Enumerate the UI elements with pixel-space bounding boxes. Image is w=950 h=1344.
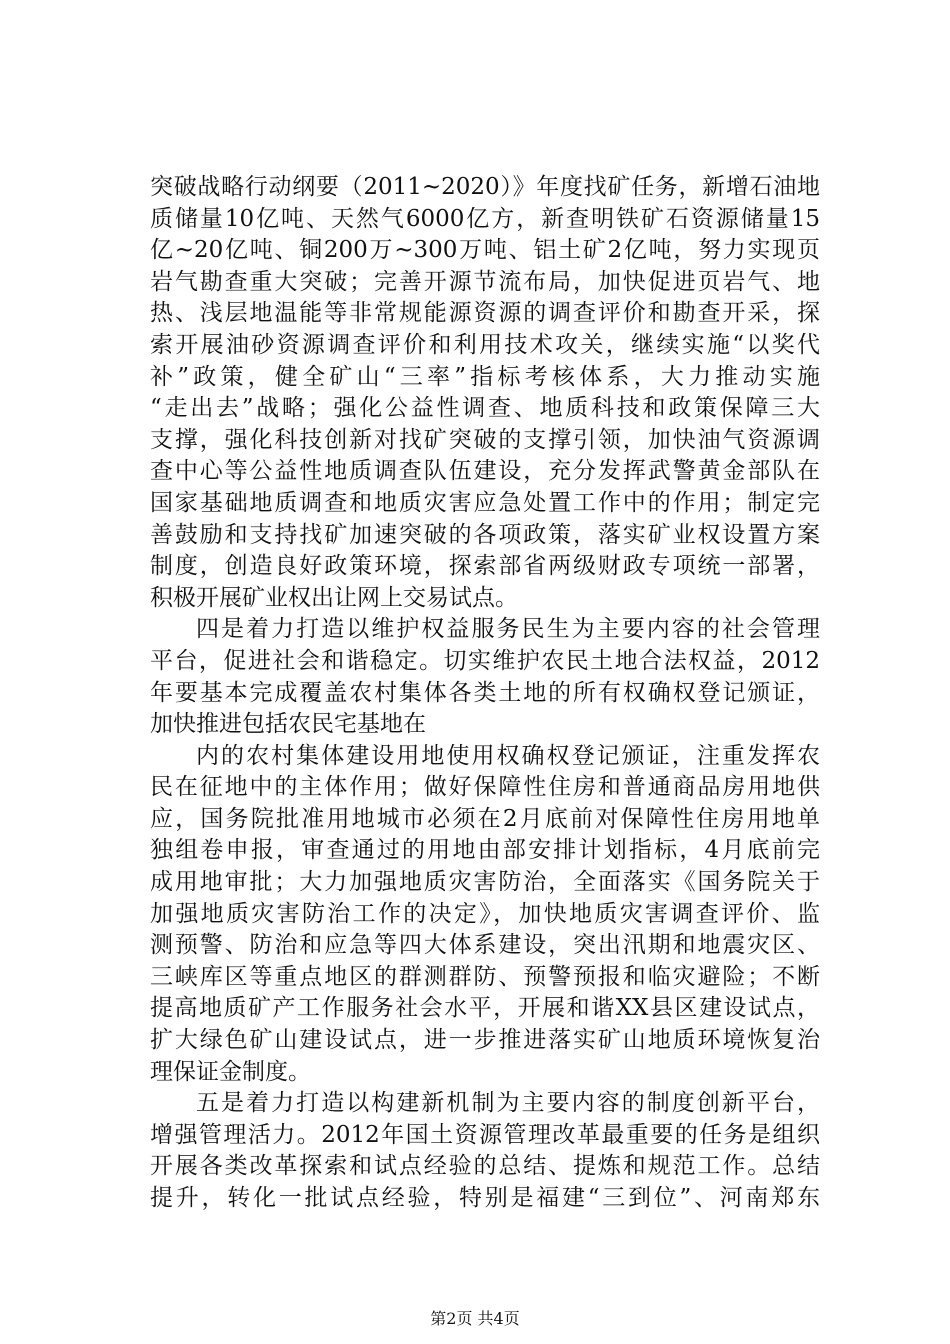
text-line: 增强管理活力。2012年国土资源管理改革最重要的任务是组织 bbox=[150, 1121, 820, 1148]
page-footer: 第2页 共4页 bbox=[430, 1309, 520, 1328]
document-body bbox=[150, 172, 820, 1215]
text-line: 查中心等公益性地质调查队伍建设，充分发挥武警黄金部队在 bbox=[150, 458, 820, 485]
text-line: 三峡库区等重点地区的群测群防、预警预报和临灾避险；不断 bbox=[150, 963, 820, 990]
text-line: 五是着力打造以构建新机制为主要内容的制度创新平台， bbox=[196, 1090, 820, 1117]
text-line: 四是着力打造以维护权益服务民生为主要内容的社会管理 bbox=[196, 616, 820, 643]
text-line: 善鼓励和支持找矿加速突破的各项政策，落实矿业权设置方案 bbox=[150, 521, 820, 548]
text-line: 支撑，强化科技创新对找矿突破的支撑引领，加快油气资源调 bbox=[150, 426, 820, 453]
text-line: 突破战略行动纲要（2011~2020）》年度找矿任务，新增石油地 bbox=[150, 174, 820, 200]
text-line: 质储量10亿吨、天然气6000亿方，新查明铁矿石资源储量15 bbox=[150, 205, 820, 232]
text-line: “走出去”战略；强化公益性调查、地质科技和政策保障三大 bbox=[150, 395, 820, 422]
text-line: 提升，转化一批试点经验，特别是福建“三到位”、河南郑东 bbox=[150, 1185, 820, 1211]
text-line: 加强地质灾害防治工作的决定》，加快地质灾害调查评价、监 bbox=[150, 900, 820, 927]
text-line: 制度，创造良好政策环境，探索部省两级财政专项统一部署， bbox=[150, 553, 820, 580]
text-line: 补”政策，健全矿山“三率”指标考核体系，大力推动实施 bbox=[150, 363, 820, 390]
text-line: 开展各类改革探索和试点经验的总结、提炼和规范工作。总结 bbox=[150, 1153, 820, 1180]
text-line: 年要基本完成覆盖农村集体各类土地的所有权确权登记颁证， bbox=[150, 679, 820, 706]
text-line: 应，国务院批准用地城市必须在2月底前对保障性住房用地单 bbox=[150, 805, 820, 832]
text-line: 积极开展矿业权出让网上交易试点。 bbox=[150, 584, 518, 611]
text-line: 岩气勘查重大突破；完善开源节流布局，加快促进页岩气、地 bbox=[150, 268, 820, 295]
text-line: 内的农村集体建设用地使用权确权登记颁证，注重发挥农 bbox=[196, 742, 820, 769]
text-line: 索开展油砂资源调查评价和利用技术攻关，继续实施“以奖代 bbox=[150, 331, 820, 358]
text-line: 成用地审批；大力加强地质灾害防治，全面落实《国务院关于 bbox=[150, 869, 820, 896]
text-line: 加快推进包括农民宅基地在 bbox=[150, 711, 426, 738]
text-line: 测预警、防治和应急等四大体系建设，突出汛期和地震灾区、 bbox=[150, 932, 820, 959]
text-line: 独组卷申报，审查通过的用地由部安排计划指标，4月底前完 bbox=[150, 837, 820, 864]
text-line: 国家基础地质调查和地质灾害应急处置工作中的作用；制定完 bbox=[150, 489, 820, 516]
text-line: 亿~20亿吨、铜200万~300万吨、铝土矿2亿吨，努力实现页 bbox=[150, 237, 820, 264]
text-line: 提高地质矿产工作服务社会水平，开展和谐XX县区建设试点， bbox=[150, 995, 820, 1022]
text-line: 扩大绿色矿山建设试点，进一步推进落实矿山地质环境恢复治 bbox=[150, 1027, 820, 1054]
text-line: 热、浅层地温能等非常规能源资源的调查评价和勘查开采，探 bbox=[150, 300, 820, 327]
text-line: 民在征地中的主体作用；做好保障性住房和普通商品房用地供 bbox=[150, 774, 820, 801]
text-line: 理保证金制度。 bbox=[150, 1058, 311, 1085]
text-line: 平台，促进社会和谐稳定。切实维护农民土地合法权益，2012 bbox=[150, 647, 820, 674]
